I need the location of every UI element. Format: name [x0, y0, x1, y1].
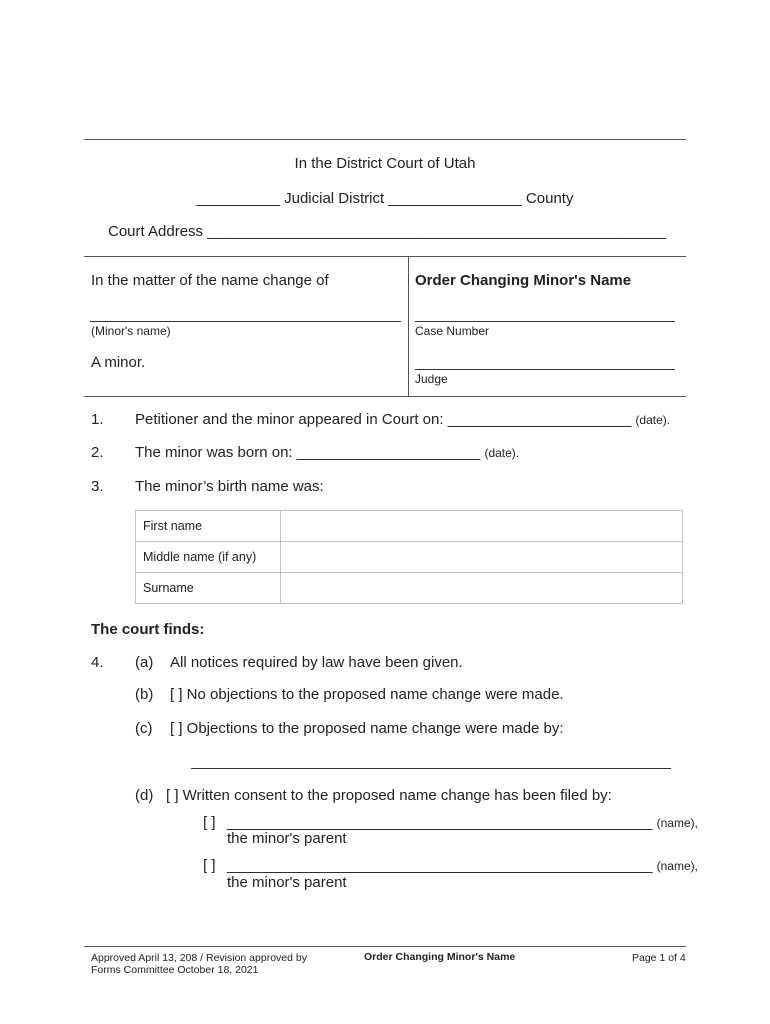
consent-2-line: [227, 857, 698, 874]
consent-1-name-line: ___________________________________________________: [227, 814, 653, 831]
surname-label: Surname: [136, 573, 281, 604]
case-number-label: Case Number: [415, 324, 490, 338]
consent-2-suffix: (name),: [656, 859, 698, 873]
court-address-line: Court Address _______________________________________________________: [108, 223, 667, 240]
findings-heading: The court finds:: [91, 621, 205, 638]
middle-name-field[interactable]: [281, 542, 683, 573]
footer-rule: [84, 946, 686, 947]
minor-name-line: [90, 321, 401, 322]
consent-2-checkbox[interactable]: [ ]: [203, 857, 216, 874]
finding-c-letter: (c): [135, 720, 153, 737]
caption-top-rule: [84, 256, 686, 257]
footer-approval-line-1: Approved April 13, 208 / Revision approved by: [91, 952, 307, 964]
footer-approval: [91, 952, 307, 976]
item-1-text: [135, 411, 670, 428]
consent-2-name-line: ___________________________________________________: [227, 857, 653, 874]
item-1-label: Petitioner and the minor appeared in Court on: ______________________: [135, 411, 632, 428]
finding-c-text[interactable]: [ ] Objections to the proposed name change were made by:: [170, 720, 564, 737]
consent-2-role: the minor's parent: [227, 874, 347, 891]
matter-text: In the matter of the name change of: [91, 272, 329, 289]
item-3-number: 3.: [91, 478, 104, 495]
item-2-number: 2.: [91, 444, 104, 461]
caption-divider: [408, 256, 409, 396]
consent-1-suffix: (name),: [656, 816, 698, 830]
item-4-number: 4.: [91, 654, 104, 671]
judge-label: Judge: [415, 372, 448, 386]
a-minor-text: A minor.: [91, 354, 146, 371]
item-1-suffix: (date).: [635, 413, 671, 427]
table-row: [136, 542, 683, 573]
finding-a-letter: (a): [135, 654, 154, 671]
consent-1-role: the minor's parent: [227, 830, 347, 847]
item-2-label: The minor was born on: ______________________: [135, 444, 481, 461]
minor-name-label: (Minor's name): [91, 324, 171, 338]
finding-b-letter: (b): [135, 686, 154, 703]
finding-d-text[interactable]: [ ] Written consent to the proposed name change has been filed by:: [166, 787, 612, 804]
table-row: [136, 573, 683, 604]
middle-name-label: Middle name (if any): [136, 542, 281, 573]
finding-d-letter: (d): [135, 787, 154, 804]
caption-bottom-rule: [84, 396, 686, 397]
first-name-label: First name: [136, 511, 281, 542]
objections-line: [191, 768, 671, 769]
footer-title: Order Changing Minor's Name: [364, 951, 516, 963]
surname-field[interactable]: [281, 573, 683, 604]
consent-1-line: [227, 814, 698, 831]
judge-line: [415, 369, 675, 370]
case-number-line: [415, 321, 675, 322]
finding-a-text: All notices required by law have been given.: [170, 654, 463, 671]
footer-page-number: Page 1 of 4: [632, 952, 686, 964]
finding-b-text[interactable]: [ ] No objections to the proposed name change were made.: [170, 686, 564, 703]
district-county-line: __________ Judicial District ________________ County: [196, 190, 574, 207]
birth-name-table: [135, 510, 683, 604]
table-row: [136, 511, 683, 542]
item-3-text: The minor’s birth name was:: [135, 478, 324, 495]
top-rule: [84, 139, 686, 140]
item-2-suffix: (date).: [484, 446, 520, 460]
consent-1-checkbox[interactable]: [ ]: [203, 814, 216, 831]
item-1-number: 1.: [91, 411, 104, 428]
order-title: Order Changing Minor's Name: [415, 272, 632, 289]
first-name-field[interactable]: [281, 511, 683, 542]
item-2-text: [135, 444, 519, 461]
footer-approval-line-2: Forms Committee October 18, 2021: [91, 964, 259, 976]
court-heading: In the District Court of Utah: [294, 155, 476, 172]
